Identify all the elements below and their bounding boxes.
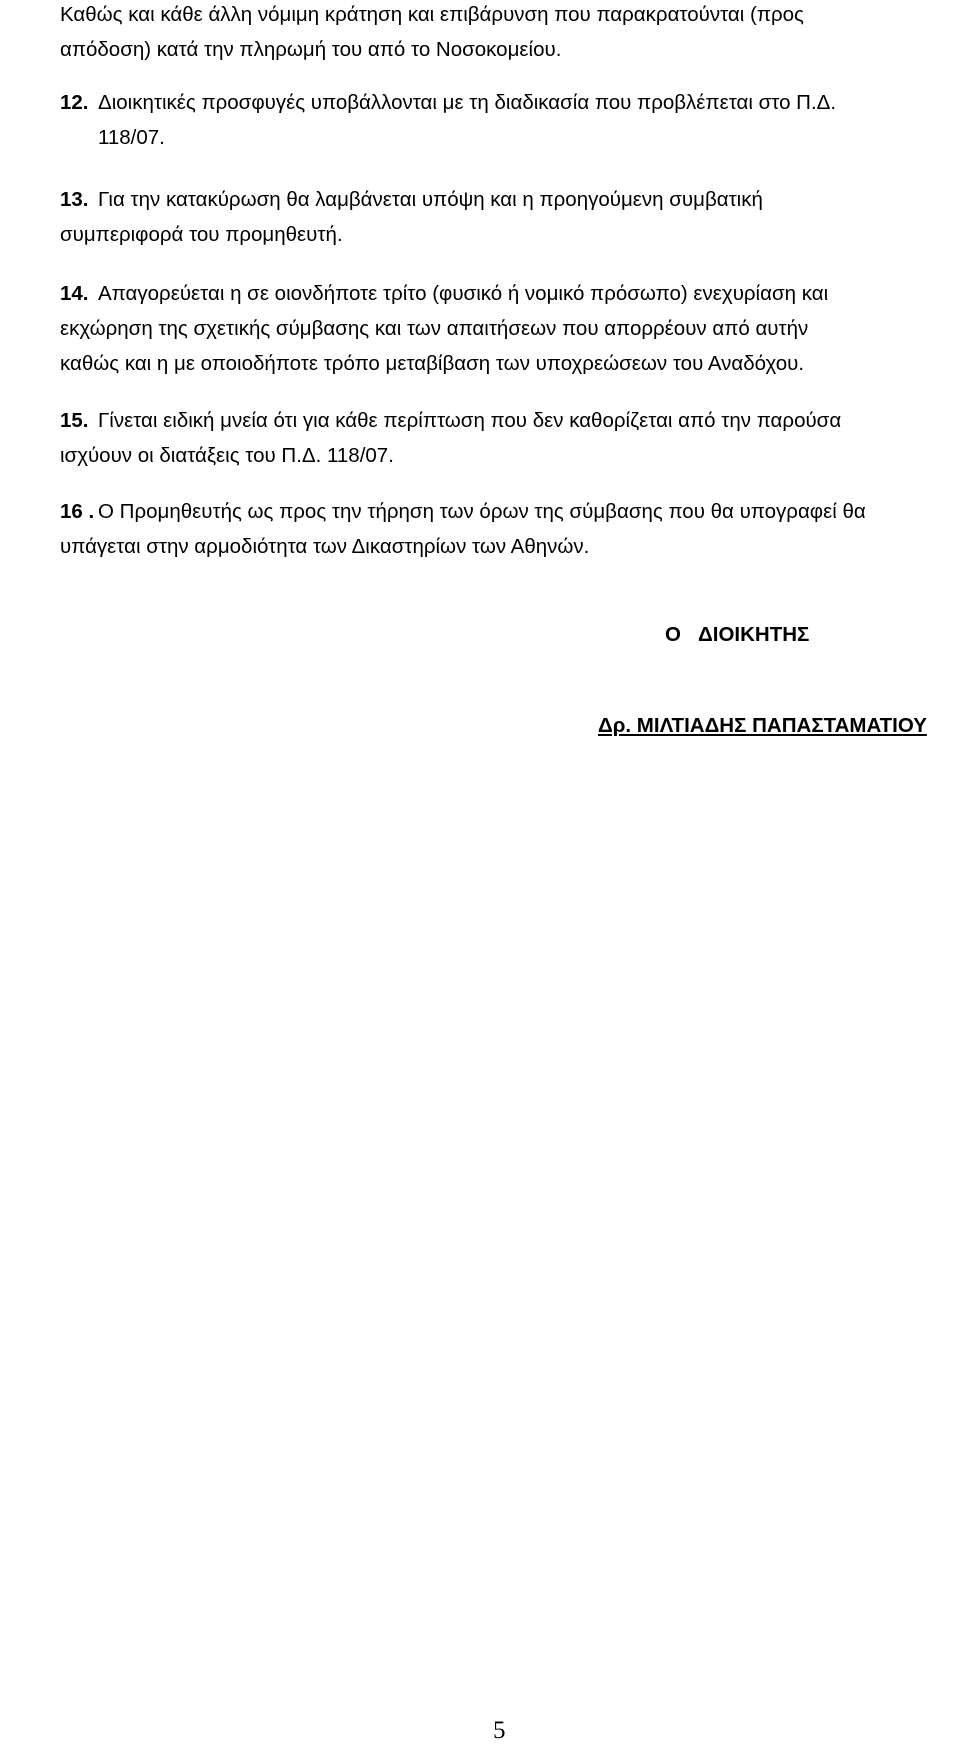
clause-text-line: 118/07. [98,126,165,149]
clause-text-line: Διοικητικές προσφυγές υποβάλλονται με τη διαδικασία που προβλέπεται στο Π.Δ. [98,91,837,114]
clause-number: 16 . [60,500,95,523]
clause-text-line: Απαγορεύεται η σε οιονδήποτε τρίτο (φυσικό ή νομικό πρόσωπο) ενεχυρίαση και [98,282,829,305]
clause-text-line: Για την κατακύρωση θα λαμβάνεται υπόψη και η προηγούμενη συμβατική [98,188,763,211]
page-number: 5 [493,1717,506,1744]
clause-number: 14. [60,282,89,305]
clause-14 [60,276,828,381]
clause-number: 12. [60,91,89,114]
clause-number: 13. [60,188,89,211]
clause-number: 15. [60,409,89,432]
clause-text-line: Γίνεται ειδική μνεία ότι για κάθε περίπτωση που δεν καθορίζεται από την παρούσα [98,409,842,432]
clause-text-line: εκχώρηση της σχετικής σύμβασης και των απαιτήσεων που απορρέουν από αυτήν [60,317,809,340]
signatory-title-word: ΔΙΟΙΚΗΤΗΣ [698,623,810,646]
intro-paragraph [60,0,804,67]
clause-13 [60,182,763,252]
clause-text-line: Ο Προμηθευτής ως προς την τήρηση των όρων της σύμβασης που θα υπογραφεί θα [98,500,866,523]
clause-16 [60,494,866,564]
clause-text-line: ισχύουν οι διατάξεις του Π.Δ. 118/07. [60,444,394,467]
clause-text-line: υπάγεται στην αρμοδιότητα των Δικαστηρίων των Αθηνών. [60,535,590,558]
signatory-name-block [598,714,927,738]
clause-text-line: συμπεριφορά του προμηθευτή. [60,223,343,246]
clause-text-line: καθώς και η με οποιοδήποτε τρόπο μεταβίβαση των υποχρεώσεων του Αναδόχου. [60,352,805,375]
signatory-title-article: Ο [665,623,681,646]
signatory-title [665,623,809,647]
clause-12 [60,85,836,155]
intro-line: Καθώς και κάθε άλλη νόμιμη κράτηση και επιβάρυνση που παρακρατούνται (προς [60,3,804,26]
clause-15 [60,403,841,473]
intro-line: απόδοση) κατά την πληρωμή του από το Νοσοκομείου. [60,38,562,61]
signatory-name: Δρ. ΜΙΛΤΙΑΔΗΣ ΠΑΠΑΣΤΑΜΑΤΙΟΥ [598,714,927,737]
